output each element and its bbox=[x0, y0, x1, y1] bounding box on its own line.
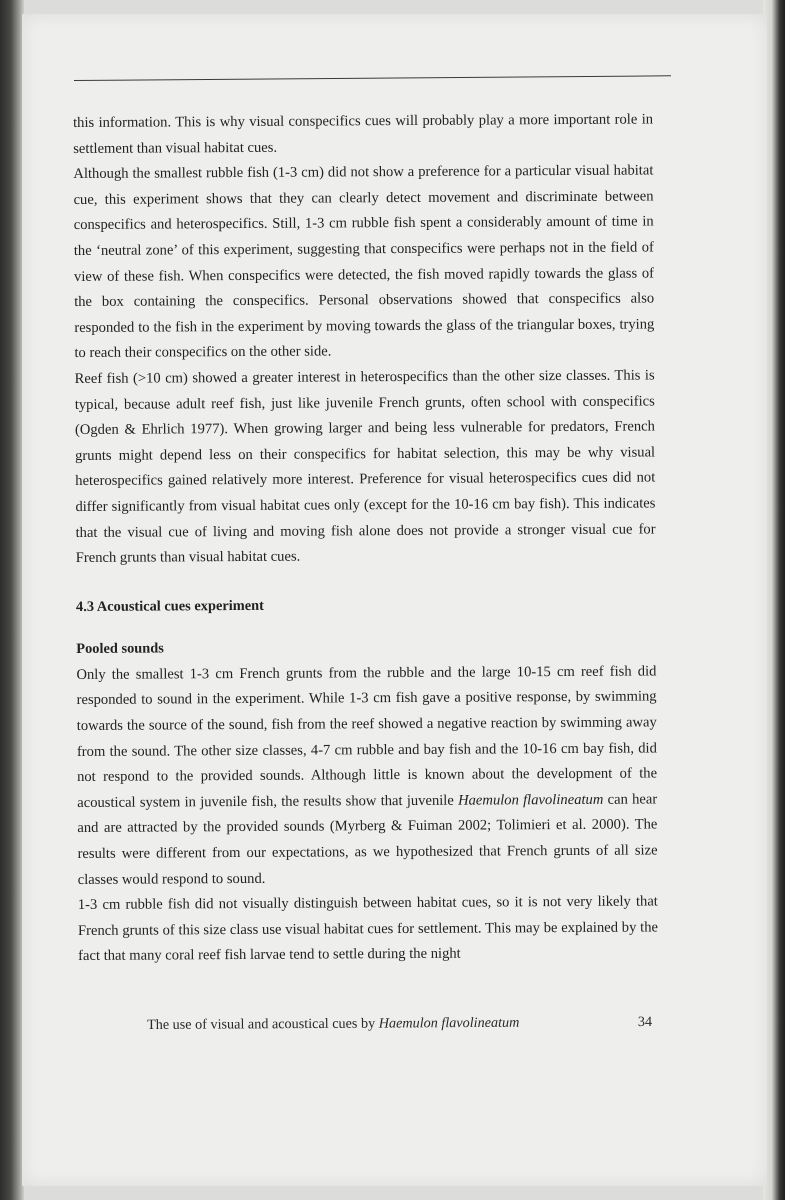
running-title-text: The use of visual and acoustical cues by bbox=[147, 1015, 376, 1033]
body-text bbox=[73, 107, 658, 970]
page-number: 34 bbox=[637, 1013, 653, 1031]
subsection-heading: Pooled sounds bbox=[76, 640, 164, 658]
running-title-species: Haemulon flavolineatum bbox=[378, 1014, 520, 1032]
paragraph-4 bbox=[76, 659, 657, 893]
species-name: Haemulon flavolineatum bbox=[458, 791, 604, 809]
running-title bbox=[147, 1015, 519, 1034]
page-footer bbox=[147, 1014, 652, 1034]
book-binding-shadow bbox=[0, 0, 24, 1200]
paragraph-1: this information. This is why visual conspecifics cues will probably play a more important role in settlement than visual habitat cues. bbox=[73, 111, 654, 157]
paragraph-3: Reef fish (>10 cm) showed a greater interest in heterospecifics than the other size classes. This is typical, because adult reef fish, just like juvenile French grunts, often school with conspecifics (Ogden & Ehrlich 1977). When growing larger and being less vulnerable for predators, French grunts might depend less on their conspecifics for habitat selection, this may be why visual heterospecifics gained relatively more interest. Preference for visual heterospecifics cues did not differ significantly from visual habitat cues only (except for the 10-16 cm bay fish). This indicates that the visual cue of living and moving fish alone does not provide a stronger visual cue for French grunts than visual habitat cues. bbox=[74, 367, 656, 567]
header-rule bbox=[74, 75, 671, 81]
document-page bbox=[22, 14, 767, 1186]
section-heading: 4.3 Acoustical cues experiment bbox=[75, 597, 264, 615]
paragraph-5: 1-3 cm rubble fish did not visually distinguish between habitat cues, so it is not very likely that French grunts of this size class use visual habitat cues for settlement. This may be explained by the fact that many coral reef fish larvae tend to settle during the night bbox=[77, 893, 659, 965]
paragraph-4-text-b: can hear and are attracted by the provided sounds (Myrberg & Fuiman 2002; Tolimieri et al. 2000). The results were different from our expectations, as we hypothesized that French grunts of all size classes would respond to sound. bbox=[77, 791, 658, 888]
paragraph-4-text-a: Only the smallest 1-3 cm French grunts from the rubble and the large 10-15 cm reef fish did responded to sound in the experiment. While 1-3 cm fish gave a positive response, by swimming towards the source of the sound, fish from the reef showed a negative reaction by swimming away from the sound. The other size classes, 4-7 cm rubble and bay fish and the 10-16 cm bay fish, did not respond to the provided sounds. Although little is known about the development of the acoustical system in juvenile fish, the results show that juvenile bbox=[76, 663, 658, 811]
paragraph-2: Although the smallest rubble fish (1-3 cm) did not show a preference for a particular visual habitat cue, this experiment shows that they can clearly detect movement and discriminate between conspecifics and heterospecifics. Still, 1-3 cm rubble fish spent a considerably amount of time in the ‘neutral zone’ of this experiment, suggesting that conspecifics were perhaps not in the field of view of these fish. When conspecifics were detected, the fish moved rapidly towards the glass of the box containing the conspecifics. Personal observations showed that conspecifics also responded to the fish in the experiment by moving towards the glass of the triangular boxes, trying to reach their conspecifics on the other side. bbox=[73, 162, 655, 362]
